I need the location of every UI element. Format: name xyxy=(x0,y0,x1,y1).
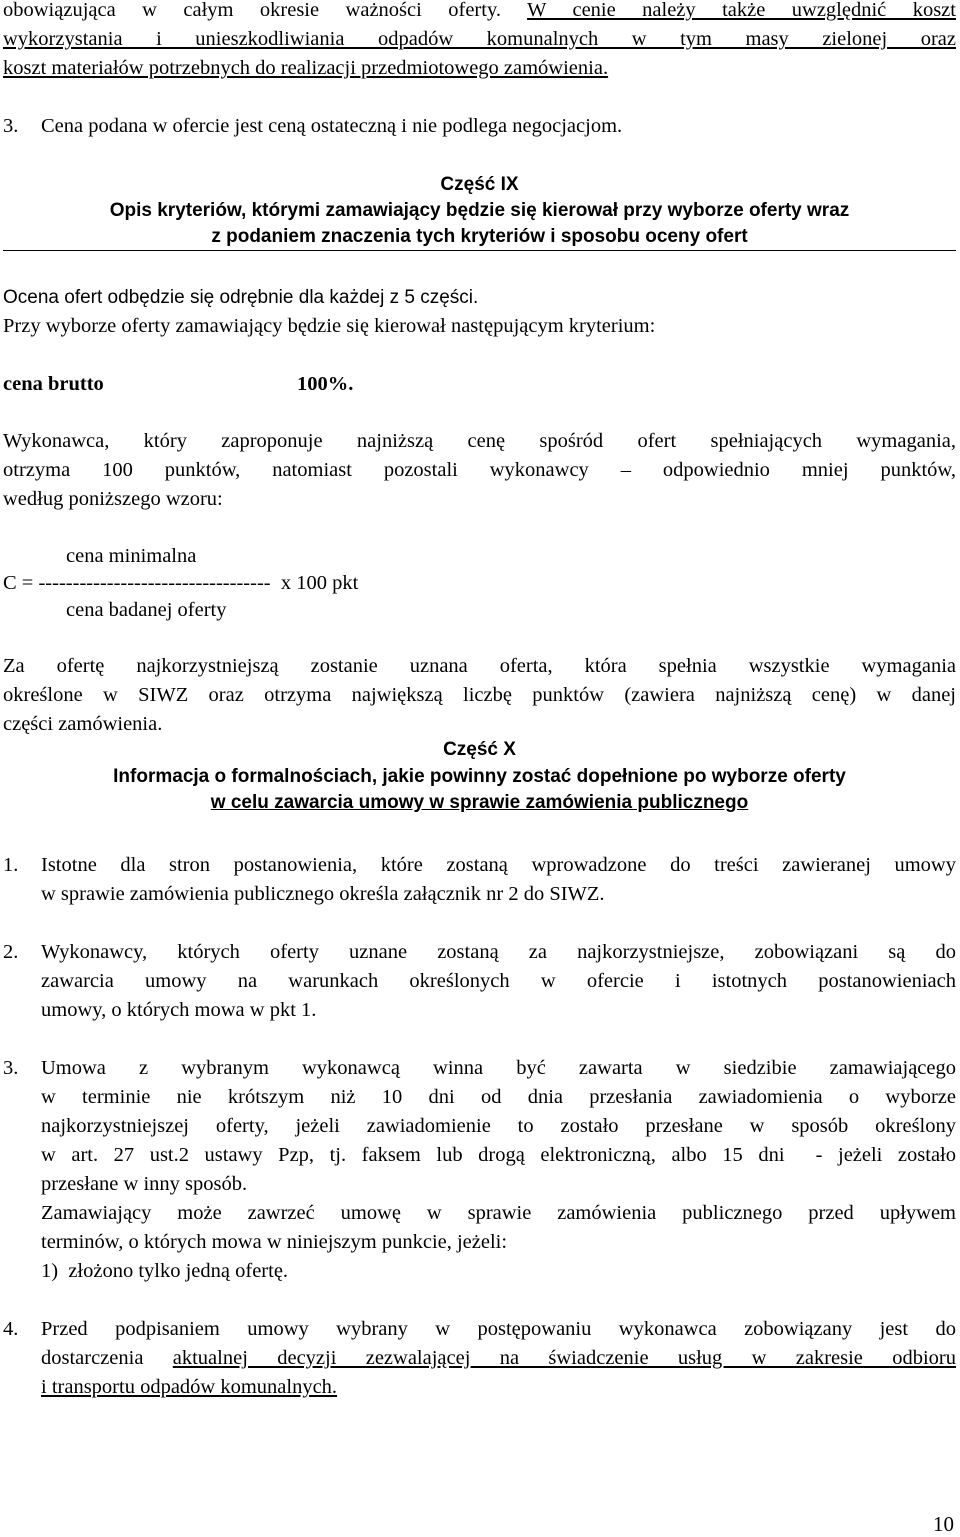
item-2-number: 2. xyxy=(3,941,19,963)
intro-line-3: koszt materiałów potrzebnych do realizacji przedmiotowego zamówienia. xyxy=(3,57,609,79)
item-3-text: Umowa z wybranym wykonawcą winna być zawarta w siedzibie zamawiającego w terminie nie krótszym niż 10 dni od dnia przesłania zawiadomienia o wyborze najkorzystniejszej oferty, jeżeli zawiadomienie to zostało przesłane w sposób określony w art. 27 ust.2 ustawy Pzp, tj. faksem lub drogą elektroniczną, albo 15 dni - jeżeli zostało przesłane w inny sposób. Zamawiający może zawrzeć umowę w sprawie zamówienia publicznego przed upływem terminów, o których mowa w niniejszym punkcie, jeżeli: 1) złożono tylko jedną ofertę. xyxy=(41,1057,956,1282)
item-4-text: Przed podpisaniem umowy wybrany w postępowaniu wykonawca zobowiązany jest do dostarczenia aktualnej decyzji zezwalającej na świadczenie usług w zakresie odbioru i transportu odpadów komunalnych. xyxy=(41,1318,956,1398)
section-9-title: Część IX xyxy=(440,174,519,195)
score-formula xyxy=(3,543,956,624)
item-3-number: 3. xyxy=(3,1057,19,1079)
section-10-subtitle-line-2: w celu zawarcia umowy w sprawie zamówienia publicznego xyxy=(210,792,749,813)
section-9-paragraph-2: Przy wyborze oferty zamawiający będzie się kierował następującym kryterium: xyxy=(3,315,656,337)
intro-line-2: wykorzystania i unieszkodliwiania odpadów komunalnych w tym masy zielonej oraz xyxy=(3,28,956,50)
page-number: 10 xyxy=(933,1512,954,1536)
section-9-paragraph-3: Wykonawca, który zaproponuje najniższą cenę spośród ofert spełniających wymagania, otrzyma 100 punktów, natomiast pozostali wykonawcy – odpowiednio mniej punktów, według poniższego wzoru: xyxy=(3,430,956,510)
formula-numerator: cena minimalna xyxy=(66,545,197,567)
criterion-label: cena brutto xyxy=(3,373,104,395)
item-4-number: 4. xyxy=(3,1318,19,1340)
section-10-subtitle-line-1: Informacja o formalnościach, jakie powinny zostać dopełnione po wyborze oferty xyxy=(113,766,846,787)
criterion-row xyxy=(3,370,956,399)
intro-line-1: obowiązująca w całym okresie ważności oferty. W cenie należy także uwzględnić koszt xyxy=(3,0,956,21)
criterion-value: 100%. xyxy=(297,373,354,395)
formula-main: C = ---------------------------------- x 100 pkt xyxy=(3,572,359,594)
section-9-subtitle-line-1: Opis kryteriów, którymi zamawiający będzie się kierował przy wyborze oferty wraz xyxy=(109,200,850,221)
item-1-number: 1. xyxy=(3,854,19,876)
item-2-text: Wykonawcy, których oferty uznane zostaną za najkorzystniejsze, zobowiązani są do zawarcia umowy na warunkach określonych w ofercie i istotnych postanowieniach umowy, o których mowa w pkt 1. xyxy=(41,941,956,1021)
section-9-paragraph-1: Ocena ofert odbędzie się odrębnie dla każdej z 5 części. xyxy=(3,287,479,308)
section-10-title: Część X xyxy=(443,739,516,760)
section-9-paragraph-4: Za ofertę najkorzystniejszą zostanie uznana oferta, która spełnia wszystkie wymagania określone w SIWZ oraz otrzyma największą liczbę punktów (zawiera najniższą cenę) w danej części zamówienia. xyxy=(3,655,956,735)
formula-denominator: cena badanej oferty xyxy=(66,599,227,621)
point-3-text: Cena podana w ofercie jest ceną ostateczną i nie podlega negocjacjom. xyxy=(41,115,623,137)
section-9-subtitle-line-2: z podaniem znaczenia tych kryteriów i sposobu oceny ofert xyxy=(3,224,956,251)
permit-reference: aktualnej decyzji zezwalającej na świadczenie usług w zakresie odbioru xyxy=(172,1347,956,1369)
point-3-number: 3. xyxy=(3,115,19,137)
item-1-text: Istotne dla stron postanowienia, które zostaną wprowadzone do treści zawieranej umowy w sprawie zamówienia publicznego określa załącznik nr 2 do SIWZ. xyxy=(41,854,956,905)
intro-paragraph xyxy=(3,0,956,83)
